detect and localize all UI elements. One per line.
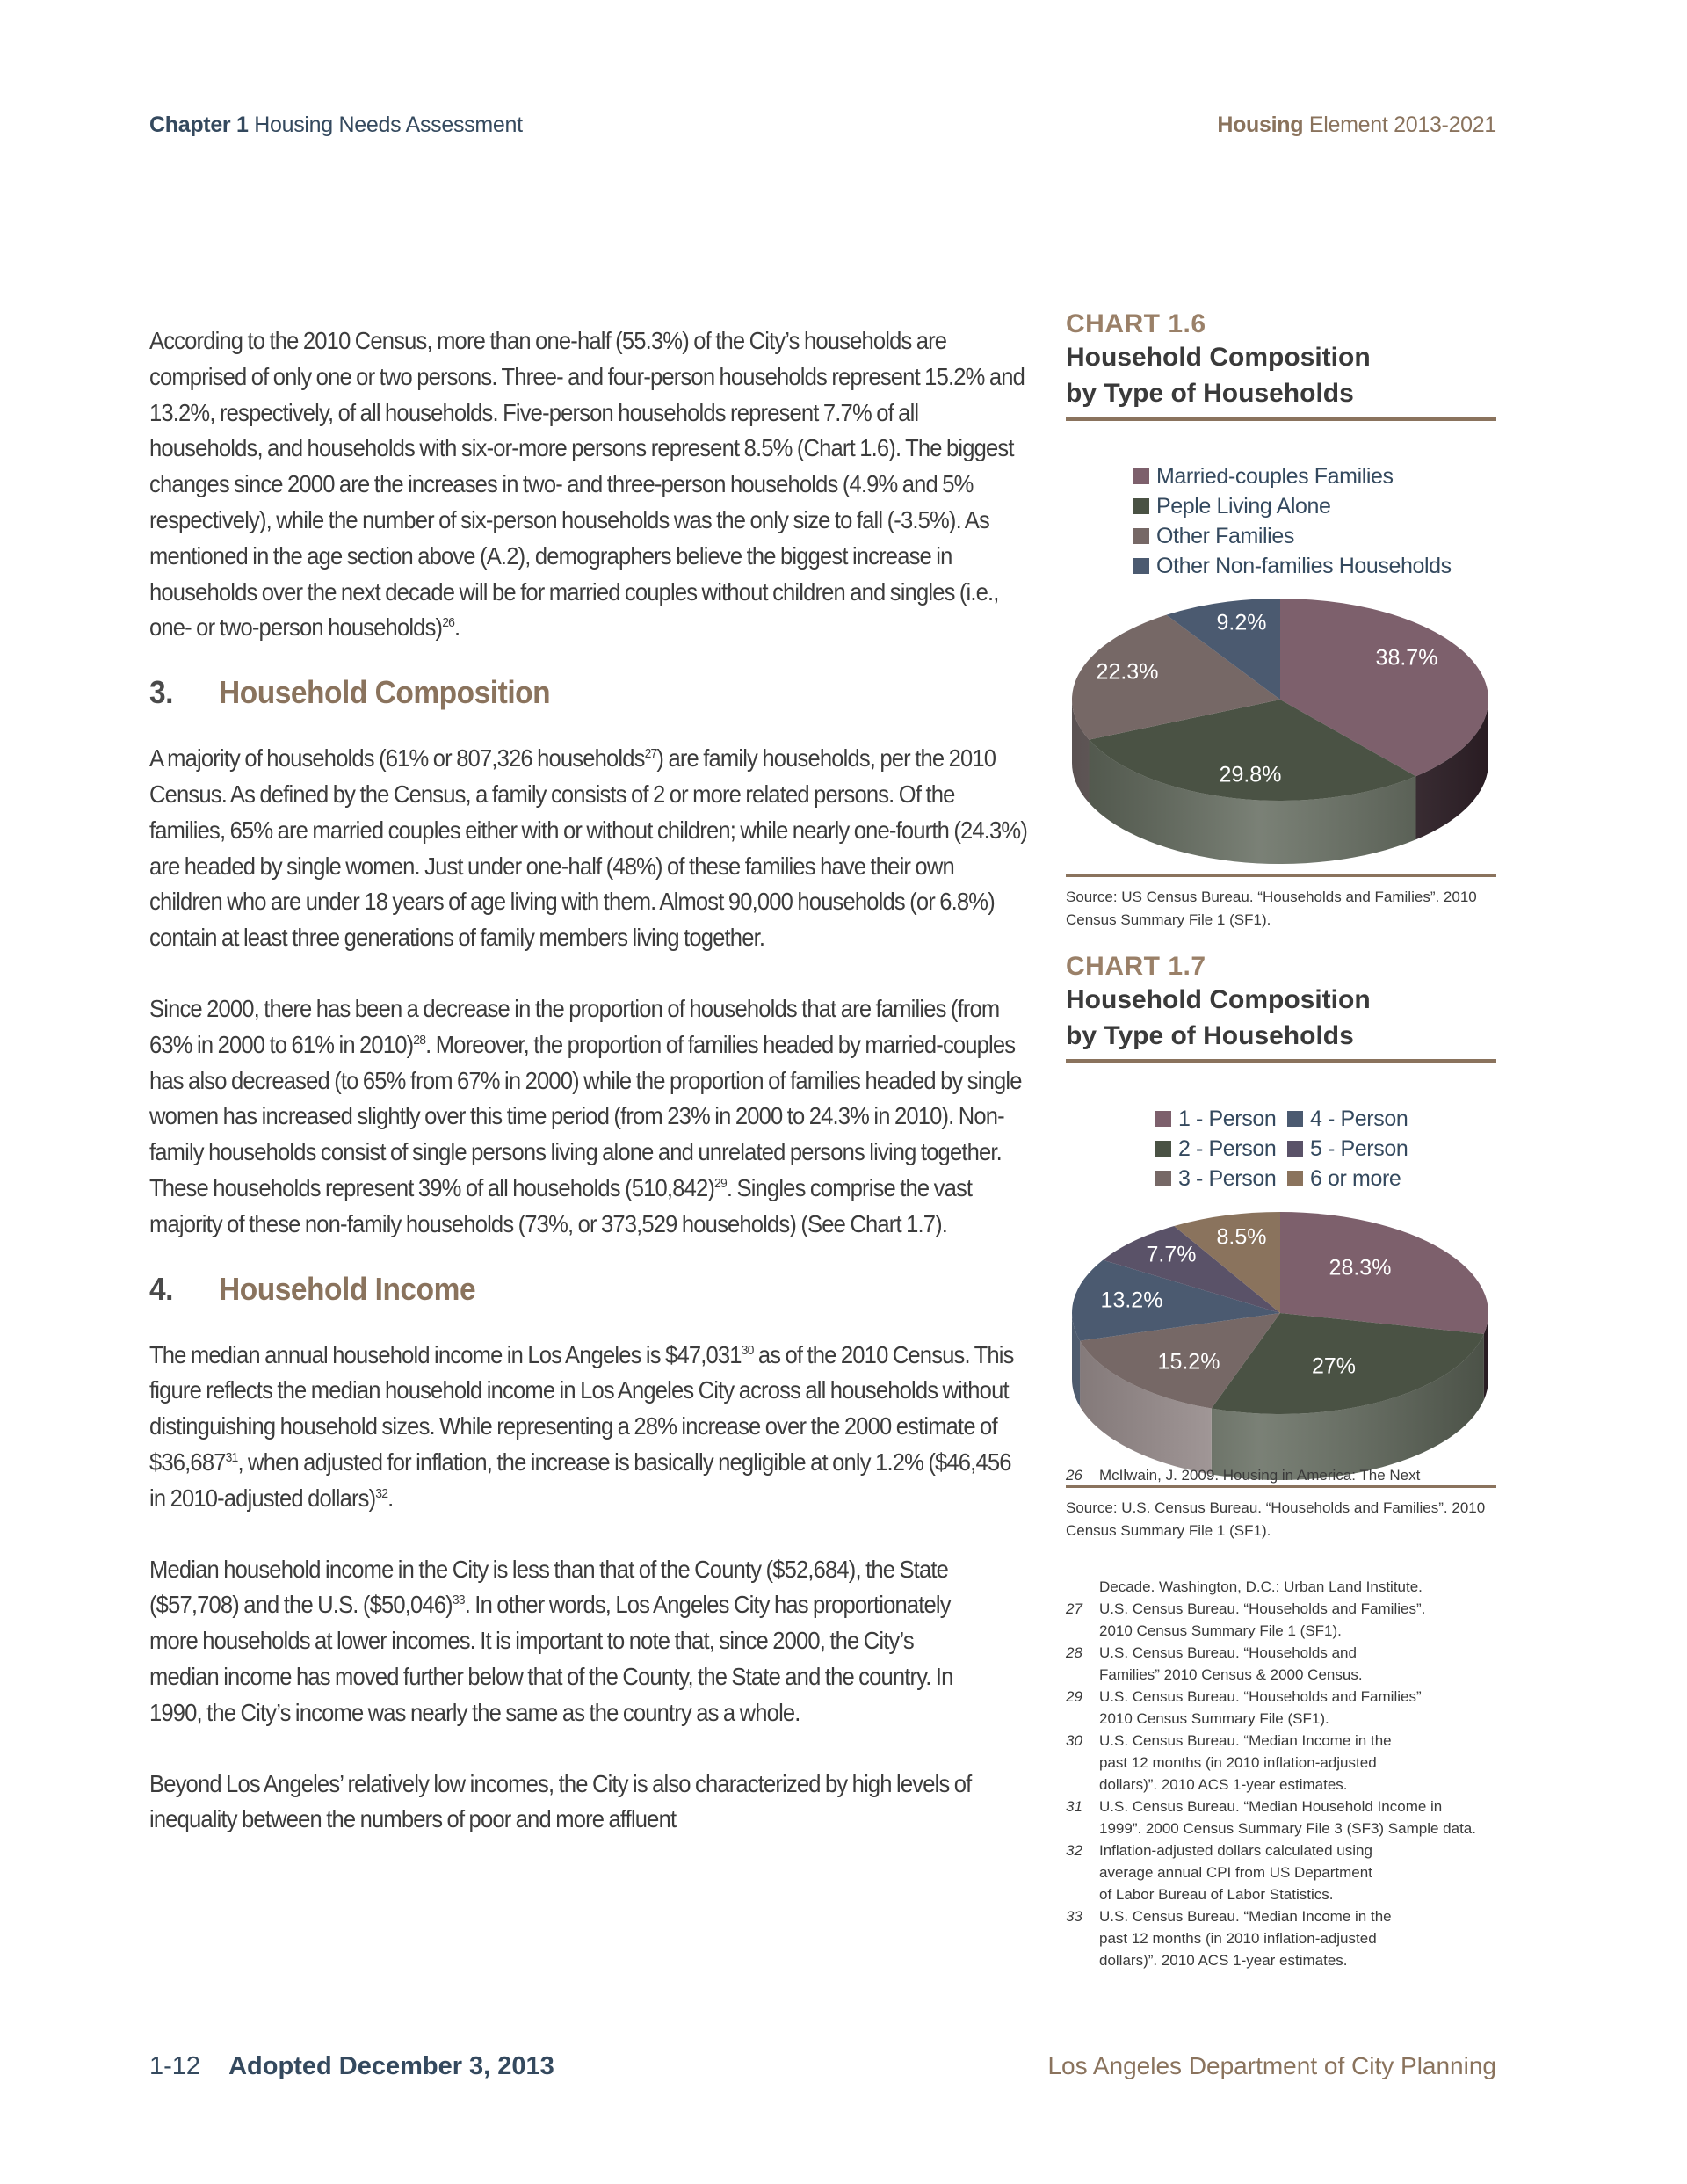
footnote-number: 32 <box>1066 1842 1082 1859</box>
running-header-document <box>1217 112 1496 138</box>
footnote-number <box>1066 1883 1099 1905</box>
footnote-text: Inflation-adjusted dollars calculated using <box>1099 1842 1372 1859</box>
footnote-number: 30 <box>1066 1732 1082 1749</box>
section-heading-household-income <box>149 1267 967 1311</box>
footnote-line <box>1066 1949 1505 1971</box>
chart-number: CHART 1.6 <box>1066 309 1206 338</box>
legend-swatch <box>1287 1171 1303 1186</box>
pie-slice-label: 22.3% <box>1096 659 1159 685</box>
footnote-number <box>1066 1774 1099 1796</box>
running-header-chapter <box>149 112 523 138</box>
chart-title-rule <box>1066 1059 1496 1063</box>
footnote-text: 1999”. 2000 Census Summary File 3 (SF3) Sample data. <box>1099 1820 1476 1837</box>
footnote-number <box>1066 1949 1099 1971</box>
chart-title-line-1: Household Composition <box>1066 343 1371 372</box>
legend-item <box>1133 491 1452 521</box>
footnote-text: U.S. Census Bureau. “Median Household Income in <box>1099 1798 1443 1815</box>
text: Since 2000, there has been a decrease in the proportion of households that are families (from 63% in 2000 to 61% in 2010) <box>149 994 1000 1058</box>
document-name-rest: Element 2013-2021 <box>1308 112 1496 137</box>
footnotes-list <box>1066 1576 1505 1971</box>
legend-swatch <box>1155 1171 1171 1186</box>
legend-item <box>1287 1164 1419 1194</box>
chart-title-line-2: by Type of Households <box>1066 1021 1354 1050</box>
legend-swatch <box>1155 1111 1171 1127</box>
chart-1-6-source <box>1066 874 1496 932</box>
chart-number: CHART 1.7 <box>1066 952 1206 981</box>
footnote-ref-32[interactable]: 32 <box>375 1485 388 1501</box>
footnote-line <box>1066 1576 1505 1598</box>
footnote-number: 26 <box>1066 1467 1082 1484</box>
chart-1-7-header <box>1066 952 1496 1063</box>
section-heading-household-composition <box>149 671 967 715</box>
footnote-text: U.S. Census Bureau. “Households and Families” <box>1099 1688 1422 1705</box>
footnote-number <box>1066 1818 1099 1839</box>
income-paragraph-1 <box>149 1338 1028 1517</box>
footnote-number: 27 <box>1066 1600 1082 1617</box>
legend-item <box>1133 521 1452 551</box>
section-title: Household Income <box>219 1270 476 1307</box>
footnote-line <box>1066 1598 1505 1620</box>
footnote-ref-30[interactable]: 30 <box>741 1342 754 1358</box>
footnote-number <box>1066 1620 1099 1642</box>
footnote-number <box>1066 1576 1099 1598</box>
composition-paragraph-2 <box>149 991 1028 1243</box>
source-rule <box>1066 874 1496 877</box>
text: , when adjusted for inflation, the increase is basically negligible at only 1.2% ($46,456 in 2010-adjusted dollars) <box>149 1448 1011 1512</box>
footnote-text: U.S. Census Bureau. “Median Income in the <box>1099 1908 1392 1925</box>
legend-swatch <box>1287 1141 1303 1157</box>
chart-1-6-legend <box>1133 461 1452 581</box>
footnote-text: dollars)”. 2010 ACS 1-year estimates. <box>1099 1952 1348 1969</box>
intro-paragraph <box>149 323 1028 646</box>
legend-label: 1 - Person <box>1178 1107 1277 1131</box>
footnote-line <box>1066 1927 1505 1949</box>
footnote-text: 2010 Census Summary File 1 (SF1). <box>1099 1622 1342 1639</box>
adopted-date: Adopted December 3, 2013 <box>228 2052 554 2080</box>
footnote-text: dollars)”. 2010 ACS 1-year estimates. <box>1099 1776 1348 1793</box>
legend-swatch <box>1133 498 1149 514</box>
text: Beyond Los Angeles’ relatively low incomes, the City is also characterized by high levels of inequality between the numbers of poor and more affluent <box>149 1769 972 1833</box>
legend-label: Other Non-families Households <box>1156 554 1452 578</box>
footnote-number: 28 <box>1066 1644 1082 1661</box>
footnote-text: average annual CPI from US Department <box>1099 1864 1372 1881</box>
legend-label: 4 - Person <box>1310 1107 1408 1131</box>
main-column <box>149 323 1028 1838</box>
chart-1-6-header <box>1066 309 1496 421</box>
text: The median annual household income in Los Angeles is $47,031 <box>149 1340 742 1368</box>
intro-tail: . <box>454 613 460 642</box>
legend-item <box>1155 1164 1287 1194</box>
footnote-ref-28[interactable]: 28 <box>413 1032 426 1048</box>
chart-title-line-1: Household Composition <box>1066 985 1371 1014</box>
legend-swatch <box>1155 1141 1171 1157</box>
chapter-number: Chapter 1 <box>149 112 249 137</box>
footnote-ref-29[interactable]: 29 <box>714 1175 727 1191</box>
footnote-line <box>1066 1861 1505 1883</box>
legend-label: 5 - Person <box>1310 1136 1408 1161</box>
legend-item <box>1287 1104 1419 1134</box>
footnote-line <box>1066 1686 1505 1708</box>
legend-label: 6 or more <box>1310 1166 1401 1191</box>
footnote-line <box>1066 1642 1505 1664</box>
chart-title-rule <box>1066 417 1496 421</box>
footnote-line <box>1066 1905 1505 1927</box>
footnote-text: U.S. Census Bureau. “Households and <box>1099 1644 1357 1661</box>
legend-swatch <box>1133 468 1149 484</box>
footnote-line <box>1066 1883 1505 1905</box>
footnote-line <box>1066 1664 1505 1686</box>
footnote-number: 33 <box>1066 1908 1082 1925</box>
text: . Singles comprise the vast majority of these non-family households (73%, or 373,529 households) (See Chart 1.7). <box>149 1173 973 1237</box>
income-paragraph-3 <box>149 1767 1028 1839</box>
footnote-number: 29 <box>1066 1688 1082 1705</box>
section-number: 4. <box>149 1270 173 1307</box>
chart-title-line-2: by Type of Households <box>1066 379 1354 408</box>
text: . In other words, Los Angeles City has proportionately more households at lower incomes. It is important to note that, since 2000, the City’s median income has moved further below that of the County, the State and the country. In 1990, the City’s income was nearly the same as the country as a whole. <box>149 1591 953 1726</box>
footnote-line <box>1066 1818 1505 1839</box>
footnote-text: past 12 months (in 2010 inflation-adjusted <box>1099 1754 1377 1771</box>
composition-paragraph-1 <box>149 741 1028 956</box>
intro-text: According to the 2010 Census, more than one-half (55.3%) of the City’s households are comprised of only one or two persons. Three- and four-person households represent 15.2% and 13.2%, respectively, of all households. Five-person households represent 7.7% of all households, and households with six-or-more persons represent 8.5% (Chart 1.6). The biggest changes since 2000 are the increases in two- and three-person households (4.9% and 5% respectively), while the number of six-person households was the only size to fall (-3.5%). As mentioned in the age section above (A.2), demographers believe the biggest increase in households over the next decade will be for married couples without children and singles (i.e., one- or two-person households) <box>149 327 1025 642</box>
footnote-ref-31[interactable]: 31 <box>225 1449 238 1465</box>
pie-slice-label: 7.7% <box>1146 1242 1197 1267</box>
footnote-number <box>1066 1752 1099 1774</box>
footnote-number <box>1066 1664 1099 1686</box>
footnote-text: Decade. Washington, D.C.: Urban Land Institute. <box>1099 1578 1423 1595</box>
footnote-text: U.S. Census Bureau. “Median Income in the <box>1099 1732 1392 1749</box>
legend-item <box>1133 461 1452 491</box>
footnote-line <box>1066 1796 1505 1818</box>
pie-slice-label: 38.7% <box>1375 645 1438 671</box>
pie-slice-label: 15.2% <box>1157 1349 1220 1375</box>
footnote-26-first-line <box>1066 1464 1505 1486</box>
legend-label: 3 - Person <box>1178 1166 1277 1191</box>
legend-label: Married-couples Families <box>1156 464 1394 489</box>
footnote-ref-27[interactable]: 27 <box>644 746 657 762</box>
source-text: Source: US Census Bureau. “Households and Families”. 2010 Census Summary File 1 (SF1). <box>1066 889 1477 928</box>
legend-item <box>1155 1104 1287 1134</box>
footnote-ref-33[interactable]: 33 <box>452 1593 465 1608</box>
footnote-number: 31 <box>1066 1798 1082 1815</box>
legend-label: Other Families <box>1156 524 1294 548</box>
page-footer-department: Los Angeles Department of City Planning <box>1047 2052 1496 2079</box>
legend-label: 2 - Person <box>1178 1136 1277 1161</box>
footnote-line <box>1066 1708 1505 1730</box>
footnote-line <box>1066 1839 1505 1861</box>
footnote-ref-26[interactable]: 26 <box>442 615 455 631</box>
footnote-number <box>1066 1861 1099 1883</box>
page-number: 1-12 <box>149 2052 201 2080</box>
footnote-line <box>1066 1730 1505 1752</box>
text: . Moreover, the proportion of families headed by married-couples has also decreased (to 65% from 67% in 2000) while the proportion of families headed by single women has increased slightly over this time period (from 23% in 2000 to 24.3% in 2010). Non-family households consist of single persons living alone and unrelated persons living together. These households represent 39% of all households (510,842) <box>149 1030 1022 1201</box>
legend-label: Peple Living Alone <box>1156 494 1331 519</box>
legend-swatch <box>1133 558 1149 574</box>
text: as of the 2010 Census. This figure reflects the median household income in Los Angeles City across all households without distinguishing household sizes. While representing a 28% increase over the 2000 estimate of $36,687 <box>149 1340 1014 1476</box>
legend-item <box>1155 1134 1287 1164</box>
pie-slice-label: 9.2% <box>1216 610 1267 635</box>
chart-1-7-pie <box>1066 1199 1505 1480</box>
footnote-line <box>1066 1774 1505 1796</box>
legend-item <box>1287 1134 1419 1164</box>
pie-slice-label: 13.2% <box>1100 1288 1163 1313</box>
chapter-title: Housing Needs Assessment <box>254 112 523 137</box>
chart-1-6-pie <box>1066 589 1505 879</box>
pie-slice-label: 29.8% <box>1219 762 1282 787</box>
income-paragraph-2 <box>149 1552 967 1731</box>
legend-item <box>1133 551 1452 581</box>
footnote-text: U.S. Census Bureau. “Households and Families”. <box>1099 1600 1426 1617</box>
footnote-text: of Labor Bureau of Labor Statistics. <box>1099 1886 1334 1903</box>
text: Median household income in the City is less than that of the County ($52,684), the State ($57,708) and the U.S. ($50,046) <box>149 1555 949 1619</box>
pie-slice-label: 8.5% <box>1216 1224 1267 1250</box>
pie-slice-label: 28.3% <box>1329 1255 1392 1281</box>
footnote-text: McIlwain, J. 2009. Housing in America: The Next <box>1099 1467 1421 1484</box>
legend-swatch <box>1287 1111 1303 1127</box>
footnote-number <box>1066 1927 1099 1949</box>
text: . <box>387 1484 394 1512</box>
footnote-number <box>1066 1708 1099 1730</box>
footnote-text: past 12 months (in 2010 inflation-adjusted <box>1099 1930 1377 1947</box>
section-number: 3. <box>149 674 173 711</box>
document-name-bold: Housing <box>1217 112 1304 137</box>
section-title: Household Composition <box>219 674 551 711</box>
chart-1-7-source <box>1066 1485 1496 1542</box>
page-footer-left <box>149 2052 554 2081</box>
text: A majority of households (61% or 807,326 households <box>149 744 645 773</box>
footnote-line <box>1066 1752 1505 1774</box>
text: ) are family households, per the 2010 Census. As defined by the Census, a family consists of 2 or more related persons. Of the families, 65% are married couples either with or without children; while nearly one-fourth (24.3%) are headed by single women. Just under one-half (48%) of these families have their own children who are under 18 years of age living with them. Almost 90,000 households (or 6.8%) contain at least three generations of family members living together. <box>149 744 1028 952</box>
source-rule <box>1066 1485 1496 1488</box>
footnote-text: Families” 2010 Census & 2000 Census. <box>1099 1666 1363 1683</box>
legend-swatch <box>1133 528 1149 544</box>
footnote-line <box>1066 1620 1505 1642</box>
pie-slice-label: 27% <box>1311 1353 1357 1379</box>
footnote-text: 2010 Census Summary File (SF1). <box>1099 1710 1329 1727</box>
source-text: Source: U.S. Census Bureau. “Households and Families”. 2010 Census Summary File 1 (SF1). <box>1066 1499 1486 1539</box>
chart-1-7-legend <box>1155 1104 1419 1194</box>
